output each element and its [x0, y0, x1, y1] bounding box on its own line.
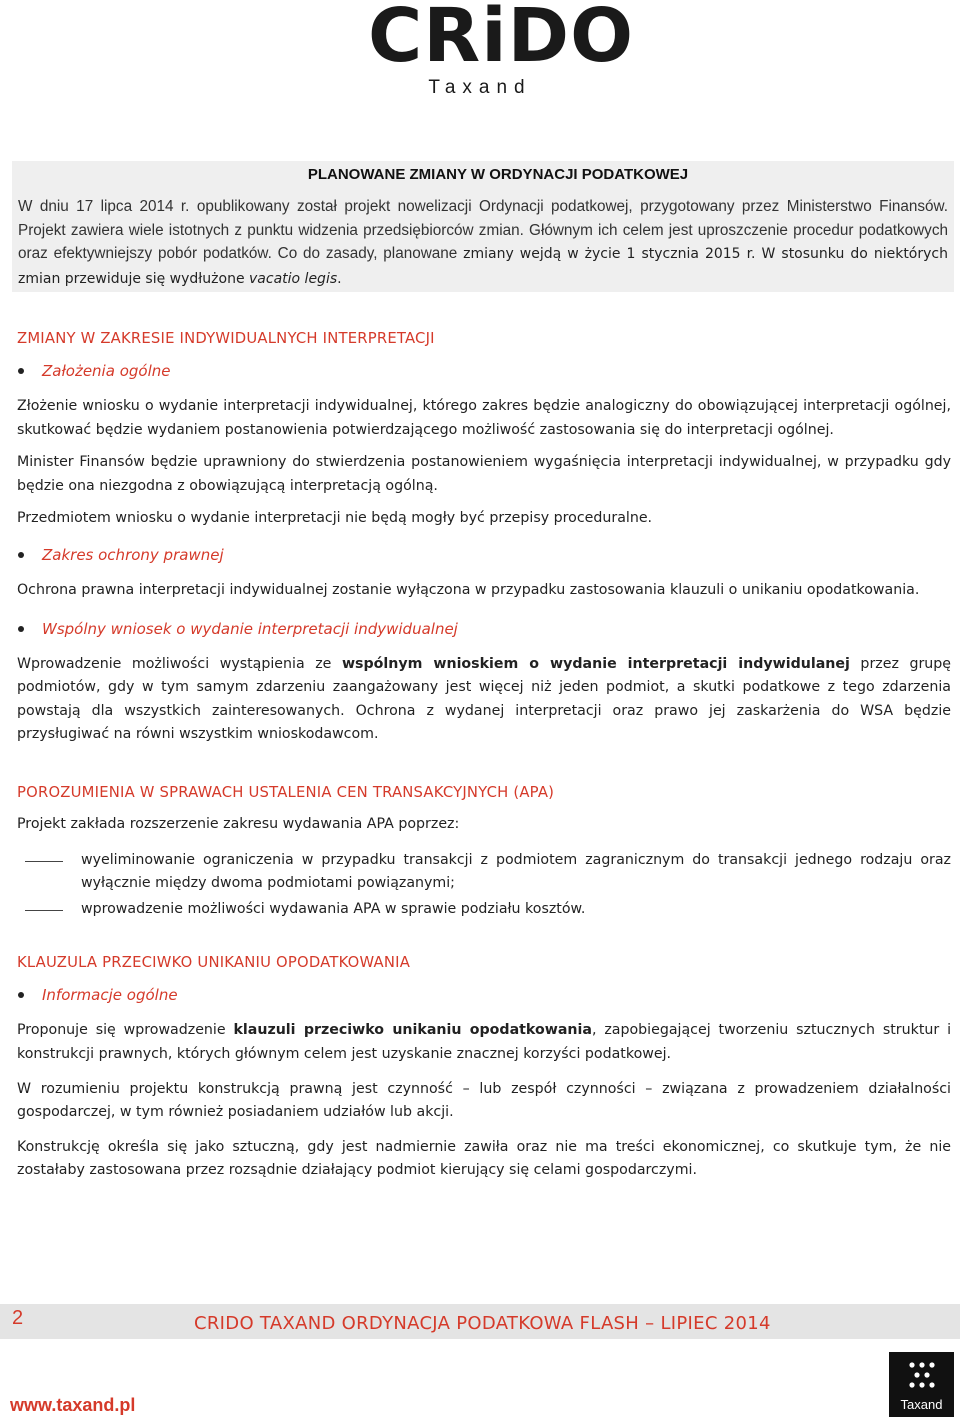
subheading-joint-application — [17, 617, 951, 641]
paragraph: Ochrona prawna interpretacji indywidualnej zostanie wyłączona w przypadku zastosowania klauzuli o unikaniu opodatkowania. — [17, 581, 920, 598]
section-heading-interpretations: ZMIANY W ZAKRESIE INDYWIDUALNYCH INTERPRETACJI — [17, 330, 435, 347]
list-item-text: wprowadzenie możliwości wydawania APA w sprawie podziału kosztów. — [81, 900, 586, 917]
bullet-icon — [18, 368, 24, 374]
intro-text-b: zmiany wejdą w życie 1 stycznia 2015 r. W stosunku do niektórych zmian przewiduje się wydłużone — [18, 246, 948, 287]
website-link[interactable]: www.taxand.pl — [10, 1395, 136, 1415]
text-run: przez grupę podmiotów, gdy w tym samym zdarzeniu zaangażowany jest więcej niż jeden podmiot, a skutki podatkowe z tego zdarzenia powstają dla wszystkich zainteresowanych. Ochrona z wydanej interpretacji oraz prawo jej zaskarżenia do WSA będzie przysługiwać na równi wszystkim wnioskodawcom. — [17, 655, 952, 743]
taxand-badge — [889, 1352, 954, 1417]
paragraph: Projekt zakłada rozszerzenie zakresu wydawania APA poprzez: — [17, 815, 460, 832]
bullet-icon — [18, 552, 24, 558]
paragraph: Przedmiotem wniosku o wydanie interpretacji nie będą mogły być przepisy proceduralne. — [17, 510, 653, 527]
paragraph: W rozumieniu projektu konstrukcją prawną jest czynność – lub zespół czynności – związana z prowadzeniem działalności gospodarczej, w tym również posiadaniem udziałów lub akcji. — [17, 1080, 951, 1121]
crido-logo — [0, 0, 960, 110]
list-item — [17, 898, 951, 922]
dash-icon — [25, 861, 63, 862]
bullet-icon — [18, 992, 24, 998]
section-heading-apa: POROZUMIENIA W SPRAWACH USTALENIA CEN TRANSAKCYJNYCH (APA) — [17, 783, 555, 801]
list-item — [17, 849, 951, 896]
document-title: PLANOWANE ZMIANY W ORDYNACJI PODATKOWEJ — [307, 166, 689, 183]
subheading-text: Informacje ogólne — [42, 986, 178, 1005]
bold-text: klauzuli przeciwko unikaniu opodatkowania — [233, 1022, 592, 1039]
paragraph: Złożenie wniosku o wydanie interpretacji indywidualnej, którego zakres będzie analogiczny do obowiązującej interpretacji ogólnej, skutkować będzie wydaniem postanowienia potwierdzającego możliwość zastosowania się do interpretacji ogólnej. — [17, 398, 951, 438]
subheading-general-information — [17, 983, 951, 1007]
bullet-icon — [18, 626, 24, 632]
logo-wordmark: CRiDO — [368, 0, 634, 79]
logo-subtitle: Taxand — [428, 77, 532, 98]
subheading-text: Zakres ochrony prawnej — [42, 545, 224, 564]
subheading-legal-protection — [17, 543, 951, 567]
bold-text: wspólnym wnioskiem o wydanie interpretacji indywidulanej — [341, 655, 850, 672]
taxand-dots-icon — [907, 1360, 937, 1390]
subheading-general-assumptions — [17, 359, 951, 383]
text-run: , zapobiegającej tworzeniu sztucznych struktur i konstrukcji prawnych, których głównym celem jest uzyskanie znacznej korzyści podatkowej. — [17, 1022, 952, 1062]
dash-icon — [25, 910, 63, 911]
text-run: Proponuje się wprowadzenie — [17, 1022, 234, 1039]
text-run: Wprowadzenie możliwości wystąpienia ze — [17, 655, 342, 672]
subheading-text: Założenia ogólne — [42, 362, 171, 380]
intro-box — [12, 161, 954, 292]
main-content — [17, 327, 951, 1192]
list-item-text: wyeliminowanie ograniczenia w przypadku transakcji z podmiotem zagranicznym do transakcji jednego rodzaju oraz wyłącznie między dwoma podmiotami powiązanymi; — [81, 851, 951, 892]
page-number: 2 — [12, 1307, 24, 1329]
paragraph — [17, 1019, 951, 1066]
intro-text-a: W dniu 17 lipca 2014 r. opublikowany został projekt nowelizacji Ordynacji podatkowej, przygotowany przez Ministerstwo Finansów. Projekt zawiera wiele istotnych z punktu widzenia przedsiębiorców zmian. Głównym ich celem jest uproszczenie procedur podatkowych oraz efektywniejszy pobór podatków. Co do zasady, planowane — [18, 198, 948, 262]
badge-label: Taxand — [900, 1397, 943, 1412]
paragraph: Konstrukcję określa się jako sztuczną, gdy jest nadmiernie zawiła oraz nie ma treści ekonomicznej, co skutkuje tym, że nie zostałaby zastosowana przez rozsądnie działający podmiot kierujący się celami gospodarczymi. — [17, 1138, 951, 1179]
subheading-text: Wspólny wniosek o wydanie interpretacji indywidualnej — [42, 619, 458, 638]
intro-paragraph — [18, 195, 948, 291]
apa-list — [17, 849, 951, 922]
paragraph — [17, 653, 951, 747]
footer-title: CRIDO TAXAND ORDYNACJA PODATKOWA FLASH – LIPIEC 2014 — [194, 1313, 771, 1334]
paragraph: Minister Finansów będzie uprawniony do stwierdzenia postanowieniem wygaśnięcia interpretacji indywidualnej, w przypadku gdy będzie ona niezgodna z obowiązującą interpretacją ogólną. — [17, 454, 951, 494]
section-heading-anti-avoidance: KLAUZULA PRZECIWKO UNIKANIU OPODATKOWANIA — [17, 954, 411, 972]
intro-text-end: . — [337, 270, 342, 287]
intro-text-italic: vacatio legis — [249, 270, 338, 287]
